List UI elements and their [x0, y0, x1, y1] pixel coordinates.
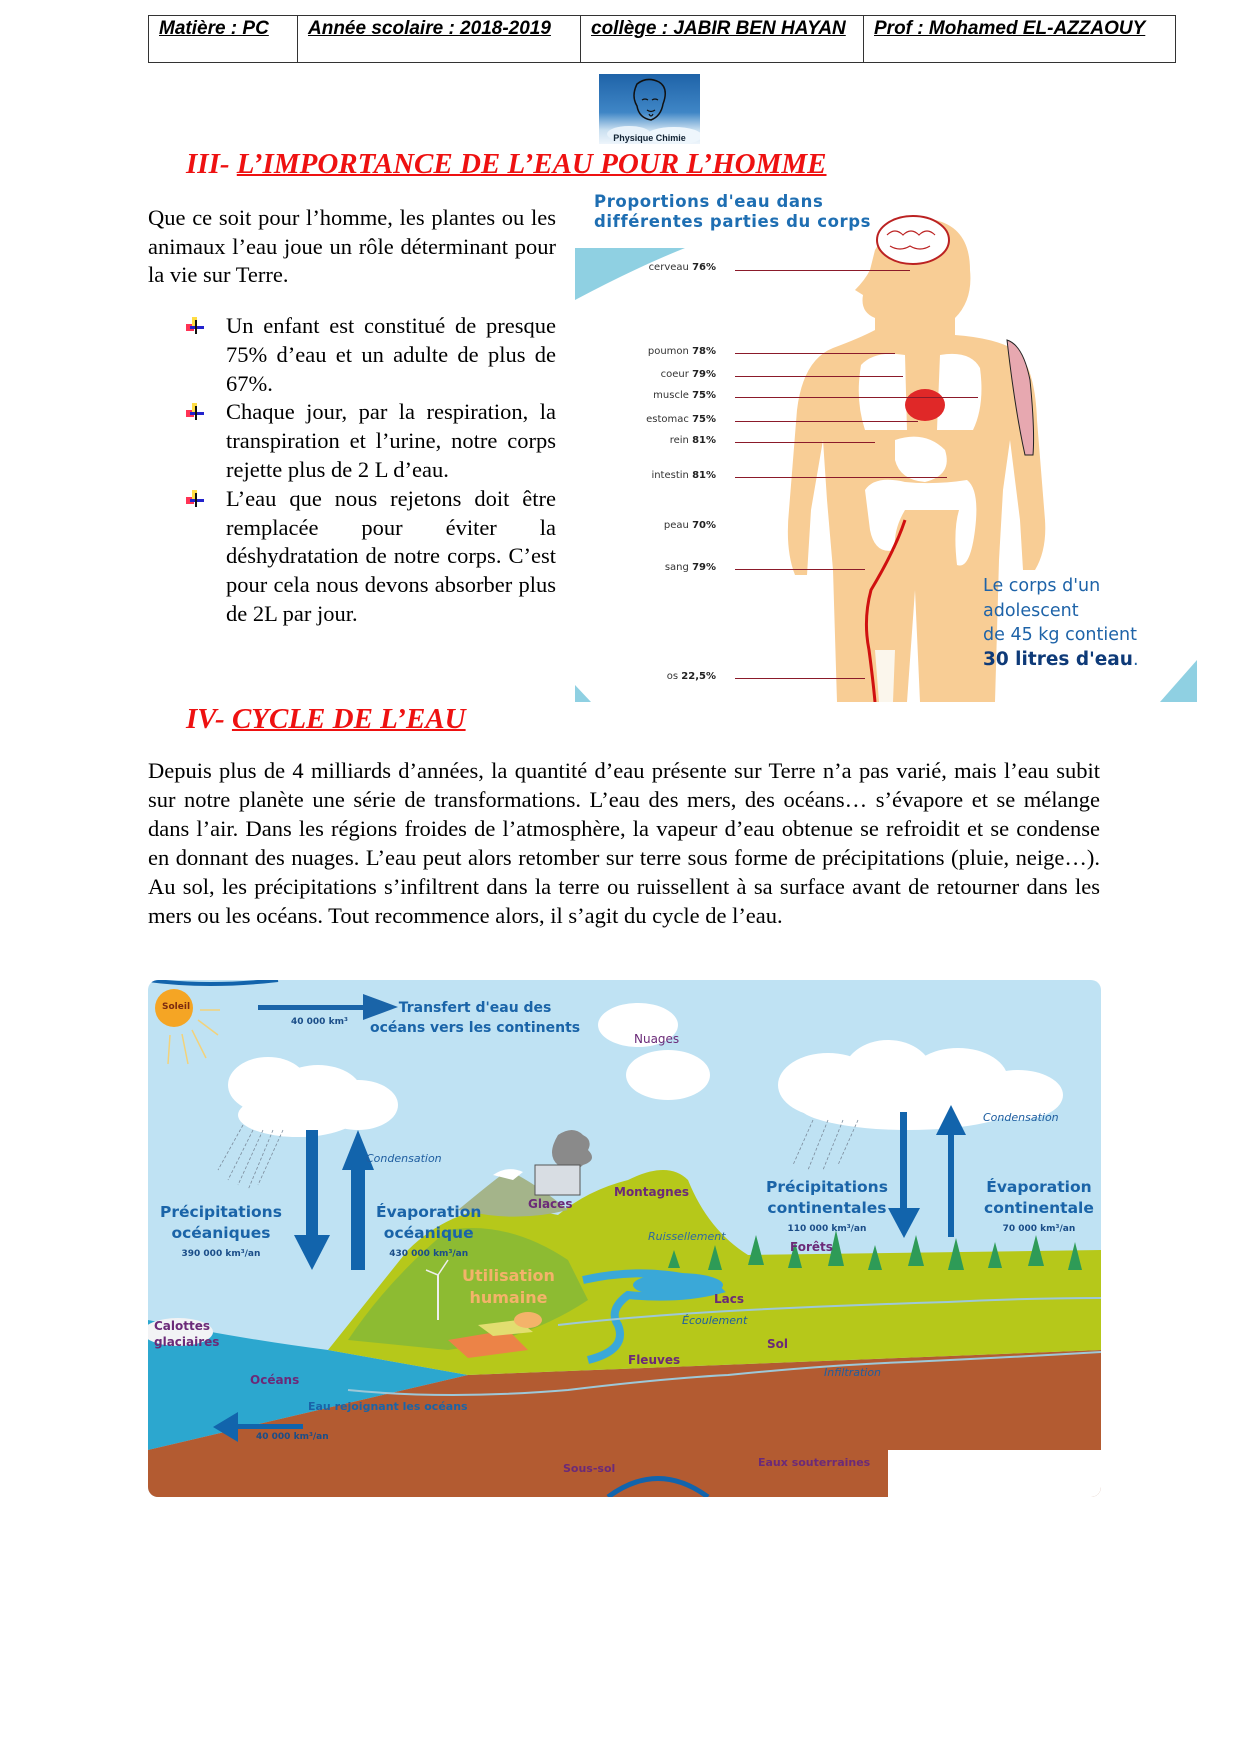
- label-sol: Sol: [767, 1337, 788, 1351]
- organ-label-sang: sang 79%: [664, 562, 716, 573]
- label-evap-continentale: Évaporation continentale 70 000 km³/an: [984, 1178, 1094, 1234]
- physique-chimie-logo: [599, 74, 700, 144]
- organ-label-os: os 22,5%: [666, 671, 716, 682]
- label-ruissellement: Ruissellement: [648, 1230, 726, 1243]
- label-fleuves: Fleuves: [628, 1353, 681, 1367]
- label-condensation-continental: Condensation: [983, 1111, 1059, 1124]
- logo-caption: Physique Chimie: [613, 133, 686, 143]
- organ-label-rein: rein 81%: [669, 435, 716, 446]
- leader-line: [735, 421, 918, 422]
- section-4-number: IV-: [186, 703, 225, 735]
- label-lacs: Lacs: [714, 1292, 744, 1306]
- list-item: Un enfant est constitué de presque 75% d’eau et un adulte de plus de 67%.: [186, 312, 556, 398]
- organ-label-muscle: muscle 75%: [653, 390, 716, 401]
- header-subject: Matière : PC: [149, 16, 298, 62]
- label-nuages: Nuages: [634, 1032, 680, 1046]
- leader-line: [735, 376, 903, 377]
- list-item: Chaque jour, par la respiration, la transpiration et l’urine, notre corps rejette plus de 2 L d’eau.: [186, 398, 556, 484]
- leader-line: [735, 678, 865, 679]
- value-transfer: 40 000 km³: [291, 1017, 348, 1027]
- leader-line: [735, 477, 947, 478]
- label-infiltration: Infiltration: [824, 1366, 882, 1379]
- header-school-year: Année scolaire : 2018-2019: [298, 16, 581, 62]
- label-transfer: Transfert d'eau des océans vers les continents: [370, 1000, 581, 1036]
- label-precip-oceaniques: Précipitations océaniques 390 000 km³/an: [160, 1203, 282, 1259]
- section-3-intro: Que ce soit pour l’homme, les plantes ou les animaux l’eau joue un rôle déterminant pour la vie sur Terre.: [148, 205, 556, 287]
- label-eau-rejoignant: Eau rejoignant les océans: [308, 1400, 468, 1413]
- value-eau-rejoignant: 40 000 km³/an: [256, 1432, 329, 1442]
- organ-label-poumon: poumon 78%: [647, 346, 716, 357]
- leader-line: [735, 569, 865, 570]
- label-forets: Forêts: [790, 1240, 833, 1254]
- water-cycle-illustration: [148, 980, 1101, 1497]
- leader-line: [735, 397, 978, 398]
- label-precip-continentales: Précipitations continentales 110 000 km³/an: [766, 1178, 888, 1234]
- header-teacher: Prof : Mohamed EL-AZZAOUY: [874, 18, 1146, 39]
- label-ecoulement: Écoulement: [682, 1314, 748, 1327]
- leader-line: [735, 353, 895, 354]
- label-condensation-oceanic: Condensation: [366, 1152, 442, 1165]
- list-item: L’eau que nous rejetons doit être remplacée pour éviter la déshydratation de notre corps. C’est pour cela nous devons absorber plus de 2L par jour.: [186, 485, 556, 629]
- section-3-title: L’IMPORTANCE DE L’EAU POUR L’HOMME: [236, 148, 827, 180]
- bullet-cross-icon: [186, 317, 204, 335]
- organ-label-cerveau: cerveau 76%: [648, 262, 716, 273]
- section-3-heading: [186, 148, 827, 181]
- label-evap-oceanique: Évaporation océanique 430 000 km³/an: [376, 1203, 482, 1259]
- section-4-paragraph: Depuis plus de 4 milliards d’années, la quantité d’eau présente sur Terre n’a pas varié, mais l’eau subit sur notre planète une série de transformations. L’eau des mers, des océans… s’évapore et se mélange dans l’air. Dans les régions froides de l’atmosphère, la vapeur d’eau obtenue se refroidit et se condense en donnant des nuages. L’eau peut alors retomber sur terre sous forme de précipitations (pluie, neige…). Au sol, les précipitations s’infiltrent dans la terre ou ruissellent à sa surface avant de retourner dans les mers ou les océans. Tout recommence alors, il s’agit du cycle de l’eau.: [148, 758, 1100, 928]
- label-calottes-glaciaires: Calottes glaciaires: [154, 1319, 220, 1349]
- label-soleil: Soleil: [162, 1002, 191, 1012]
- bullet-cross-icon: [186, 490, 204, 508]
- organ-label-coeur: coeur 79%: [660, 369, 716, 380]
- section-4-heading: [186, 703, 466, 736]
- body-figure-caption: Le corps d'un adolescent de 45 kg contient 30 litres d'eau.: [983, 576, 1139, 670]
- body-figure-title: Proportions d'eau dans différentes parties du corps: [594, 192, 872, 231]
- label-sous-sol: Sous-sol: [563, 1462, 616, 1475]
- section-3-bullet-list: [186, 312, 556, 629]
- bullet-cross-icon: [186, 403, 204, 421]
- label-oceans: Océans: [250, 1373, 300, 1387]
- leader-line: [735, 270, 910, 271]
- label-glaces: Glaces: [528, 1197, 573, 1211]
- header-college: collège : JABIR BEN HAYAN: [581, 16, 864, 62]
- label-eaux-souterraines: Eaux souterraines: [758, 1456, 871, 1469]
- organ-label-estomac: estomac 75%: [646, 414, 716, 425]
- organ-label-intestin: intestin 81%: [651, 470, 716, 481]
- label-utilisation-humaine: Utilisation humaine: [462, 1266, 555, 1307]
- header-table: [148, 15, 1176, 63]
- label-montagnes: Montagnes: [614, 1185, 689, 1199]
- section-3-number: III-: [186, 148, 230, 180]
- water-cycle-diagram: [148, 980, 1101, 1497]
- leader-line: [735, 442, 875, 443]
- section-4-title: CYCLE DE L’EAU: [231, 703, 466, 735]
- organ-label-peau: peau 70%: [663, 520, 716, 531]
